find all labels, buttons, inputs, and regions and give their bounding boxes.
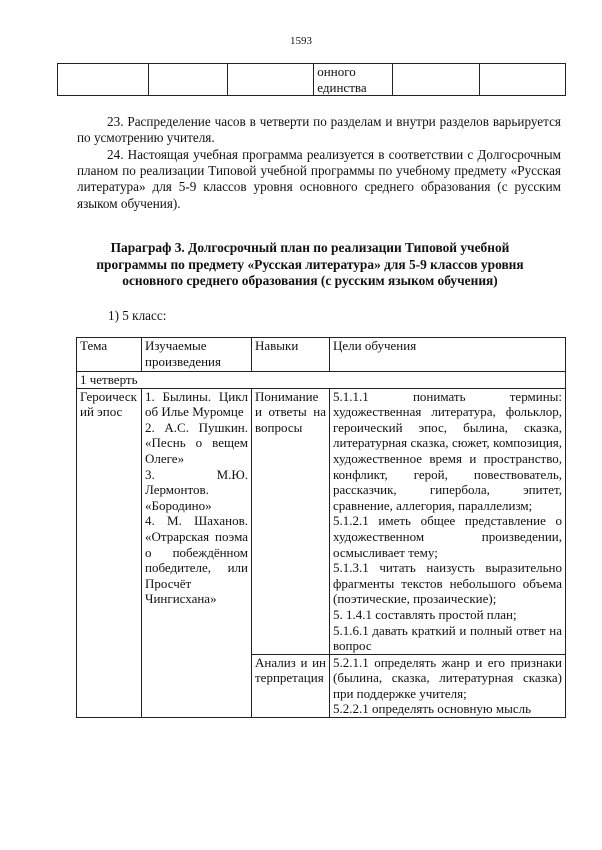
quarter-row (77, 372, 566, 389)
heading-line: программы по предмету «Русская литература» для 5-9 классов уровня (96, 256, 524, 272)
paragraph-text: 24. Настоящая учебная программа реализуется в соответствии с Долгосрочным планом по реализации Типовой учебной программы по учебному предмету «Русская литература» для 5-9 классов уровня основного среднего образования (с русским языком обучения). (77, 147, 561, 211)
skill-cell: Анализ и интерпретация (252, 654, 330, 717)
table-cell (58, 64, 149, 96)
skill-cell: Понимание и ответы на вопросы (252, 388, 330, 654)
table-cell (314, 64, 393, 96)
table-cell (227, 64, 313, 96)
header-topic: Тема (77, 338, 142, 372)
works-cell (142, 388, 252, 717)
goal-item: 5.2.2.1 определять основную мысль (333, 701, 532, 717)
goal-item: 5. 1.4.1 составлять простой план; (333, 606, 517, 622)
paragraph-text: 23. Распределение часов в четверти по разделам и внутри разделов варьируется по усмотрению учителя. (77, 114, 561, 146)
work-item: 2. А.С. Пушкин. «Песнь о вещем Олеге» (145, 419, 248, 466)
goal-item: 5.1.2.1 иметь общее представление о художественном произведении, осмысливает тему; (333, 513, 562, 560)
quarter-label: 1 четверть (77, 372, 566, 389)
heading-line: Параграф 3. Долгосрочный план по реализации Типовой учебной (110, 240, 510, 255)
long-term-plan-table (76, 337, 566, 718)
cell-text-line: единства (317, 79, 367, 95)
heading-line: основного среднего образования (с русским языком обучения) (122, 273, 498, 288)
paragraph-23 (77, 114, 561, 146)
class-label: 1) 5 класс: (108, 308, 167, 323)
goal-item: 5.1.6.1 давать краткий и полный ответ на вопрос (333, 622, 562, 654)
top-table-fragment (57, 63, 566, 96)
goal-item: 5.1.1.1 понимать термины: художественная литература, фольклор, героический эпос, былина, сказка, литературная сказка, сюжет, композиция, художественное время и пространство, конфликт, герой, повествователь, рассказчик, гипербола, эпитет, сравнение, аллегория, параллелизм; (333, 388, 562, 513)
goals-cell (330, 654, 566, 717)
section-heading (60, 240, 560, 290)
paragraph-24 (77, 147, 561, 212)
table-header-row (77, 338, 566, 372)
work-item: 4. М. Шаханов. «Отрарская поэма о побеждённом победителе, или Просчёт Чингисхана» (145, 513, 248, 607)
goals-cell (330, 388, 566, 654)
header-goals: Цели обучения (330, 338, 566, 372)
table-cell (393, 64, 479, 96)
header-skills: Навыки (252, 338, 330, 372)
goal-item: 5.1.3.1 читать наизусть выразительно фрагменты текстов небольшого объема (поэтические, прозаические); (333, 560, 562, 607)
table-row (77, 388, 566, 654)
table-cell (149, 64, 227, 96)
page-number: 1593 (290, 35, 312, 47)
work-item: 3. М.Ю. Лермонтов. «Бородино» (145, 466, 248, 513)
table-cell (479, 64, 565, 96)
goal-item: 5.2.1.1 определять жанр и его признаки (былина, сказка, литературная сказка) при поддержке учителя; (333, 654, 562, 701)
work-item: 1. Былины. Цикл об Илье Муромце (145, 388, 248, 420)
cell-text-line: онного (317, 64, 356, 79)
topic-cell: Героический эпос (77, 388, 142, 717)
header-works: Изучаемые произведения (142, 338, 252, 372)
